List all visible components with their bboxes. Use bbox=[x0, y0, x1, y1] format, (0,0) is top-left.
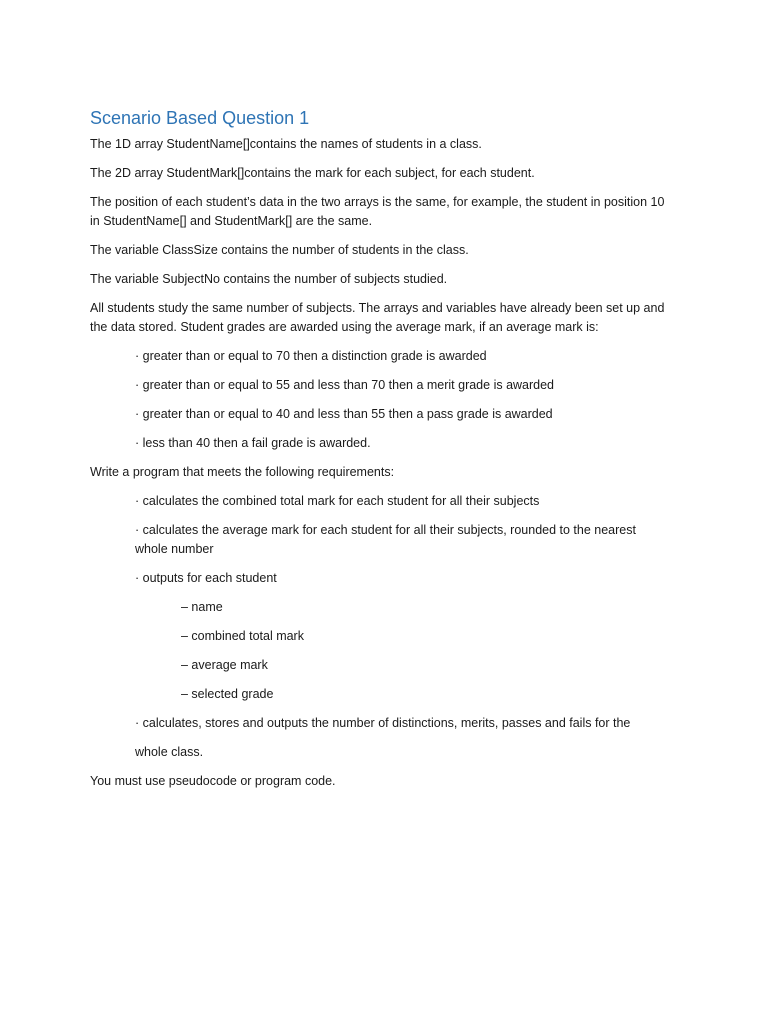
grade-bullet-merit: · greater than or equal to 55 and less than 70 then a merit grade is awarded bbox=[135, 378, 555, 392]
paragraph-line: The variable SubjectNo contains the number of subjects studied. bbox=[90, 272, 448, 286]
paragraph-line: The 2D array StudentMark[]contains the mark for each subject, for each student. bbox=[90, 166, 535, 180]
paragraph-line: All students study the same number of subjects. The arrays and variables have already been set up and bbox=[90, 301, 665, 315]
paragraph-line: The position of each student’s data in the two arrays is the same, for example, the student in position 10 bbox=[90, 195, 665, 209]
requirement-bullet: · calculates the average mark for each student for all their subjects, rounded to the nearest bbox=[135, 523, 636, 537]
requirement-bullet-continuation: whole class. bbox=[135, 745, 204, 759]
paragraph-line: The variable ClassSize contains the number of students in the class. bbox=[90, 243, 469, 257]
output-subitem: – selected grade bbox=[181, 687, 274, 701]
requirement-bullet: · calculates the combined total mark for each student for all their subjects bbox=[135, 494, 540, 508]
paragraph-line: You must use pseudocode or program code. bbox=[90, 774, 336, 788]
paragraph-line: the data stored. Student grades are awarded using the average mark, if an average mark is: bbox=[90, 320, 599, 334]
grade-bullet-distinction: · greater than or equal to 70 then a distinction grade is awarded bbox=[135, 349, 487, 363]
paragraph-line: in StudentName[] and StudentMark[] are the same. bbox=[90, 214, 373, 228]
grade-bullet-fail: · less than 40 then a fail grade is awarded. bbox=[135, 436, 371, 450]
requirement-bullet-continuation: whole number bbox=[135, 542, 214, 556]
paragraph-line: The 1D array StudentName[]contains the names of students in a class. bbox=[90, 137, 482, 151]
requirement-bullet: · outputs for each student bbox=[135, 571, 277, 585]
output-subitem: – average mark bbox=[181, 658, 268, 672]
question-title: Scenario Based Question 1 bbox=[90, 108, 310, 128]
requirement-bullet: · calculates, stores and outputs the number of distinctions, merits, passes and fails for the bbox=[135, 716, 631, 730]
paragraph-line: Write a program that meets the following requirements: bbox=[90, 465, 395, 479]
grade-bullet-pass: · greater than or equal to 40 and less than 55 then a pass grade is awarded bbox=[135, 407, 553, 421]
output-subitem: – name bbox=[181, 600, 223, 614]
output-subitem: – combined total mark bbox=[181, 629, 304, 643]
